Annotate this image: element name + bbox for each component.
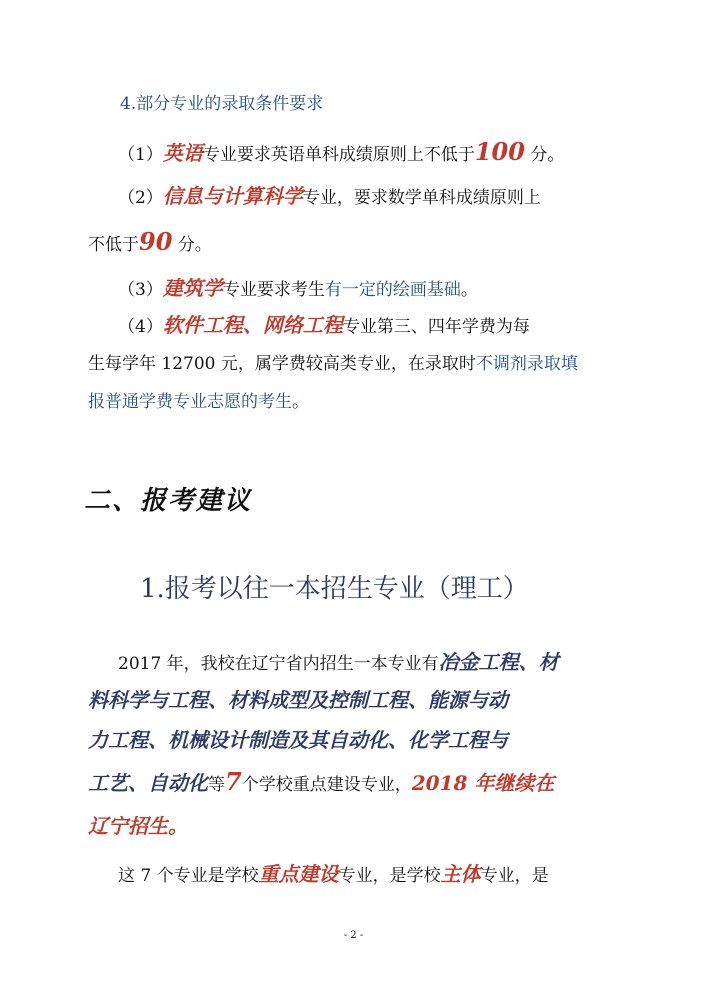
requirement-item-4	[118, 313, 658, 339]
major-count: 7	[225, 767, 242, 796]
major-list: 工艺、自动化	[88, 771, 208, 795]
requirement-text: 专业要求考生	[222, 280, 325, 300]
highlight-text: 重点建设	[258, 862, 339, 886]
item-number: （4）	[118, 317, 163, 337]
paragraph-1-line5	[88, 814, 628, 840]
requirement-highlight: 不调剂录取填	[475, 354, 578, 374]
unit-text: 分。	[177, 235, 212, 255]
paragraph-text: 2017 年，我校在辽宁省内招生一本专业有	[118, 654, 439, 674]
requirement-item-2-cont	[88, 227, 628, 257]
item-number: （2）	[118, 188, 163, 208]
punctuation: 。	[292, 392, 309, 412]
paragraph-text: 专业，是学校	[338, 866, 441, 886]
paragraph-text: 等	[208, 775, 225, 795]
item-number: （1）	[118, 145, 163, 165]
requirement-item-4-line3	[88, 390, 628, 414]
requirement-highlight: 报普通学费专业志愿的考生	[88, 392, 292, 412]
highlight-text: 2018 年继续在	[411, 771, 555, 795]
paragraph-text: 专业，是	[480, 866, 549, 886]
requirement-highlight: 有一定的绘画基础	[324, 280, 461, 300]
requirement-item-4-line2	[88, 352, 628, 376]
section-heading-application-advice: 二、报考建议	[84, 486, 253, 516]
subsection-heading: 1.报考以往一本招生专业（理工）	[140, 574, 529, 604]
requirement-text: 专业要求英语单科成绩原则上不低于	[202, 145, 475, 165]
major-list: 力工程、机械设计制造及其自动化、化学工程与	[88, 728, 508, 752]
paragraph-1-line3	[88, 728, 628, 754]
requirement-item-1	[118, 137, 658, 167]
highlight-text: 辽宁招生。	[88, 814, 188, 838]
paragraph-2-line1	[118, 862, 658, 888]
major-name: 建筑学	[162, 276, 223, 300]
paragraph-text: 这 7 个专业是学校	[118, 866, 259, 886]
major-name: 软件工程、网络工程	[162, 313, 343, 337]
paragraph-text: 个学校重点建设专业，	[241, 775, 412, 795]
paragraph-1-line4	[88, 767, 628, 797]
score-value: 90	[139, 227, 173, 256]
highlight-text: 主体	[440, 862, 481, 886]
requirement-text: 不低于	[88, 235, 139, 255]
section-heading-admission-requirements: 4.部分专业的录取条件要求	[120, 94, 324, 114]
unit-text: 分。	[530, 145, 565, 165]
major-name: 信息与计算科学	[162, 184, 303, 208]
punctuation: 。	[460, 280, 478, 300]
requirement-item-3	[118, 276, 658, 302]
paragraph-1-line1	[118, 650, 658, 676]
requirement-text: 专业，要求数学单科成绩原则上	[302, 188, 541, 208]
score-value: 100	[474, 137, 525, 166]
paragraph-1-line2	[88, 688, 628, 714]
requirement-text: 生每学年 12700 元，属学费较高类专业，在录取时	[88, 354, 476, 374]
requirement-item-2	[118, 184, 658, 210]
major-list: 料科学与工程、材料成型及控制工程、能源与动	[88, 688, 508, 712]
major-list: 冶金工程、材	[438, 650, 559, 674]
requirement-text: 专业第三、四年学费为每	[342, 317, 530, 337]
major-name: 英语	[162, 141, 203, 165]
item-number: （3）	[118, 280, 163, 300]
page-number: - 2 -	[343, 930, 364, 941]
